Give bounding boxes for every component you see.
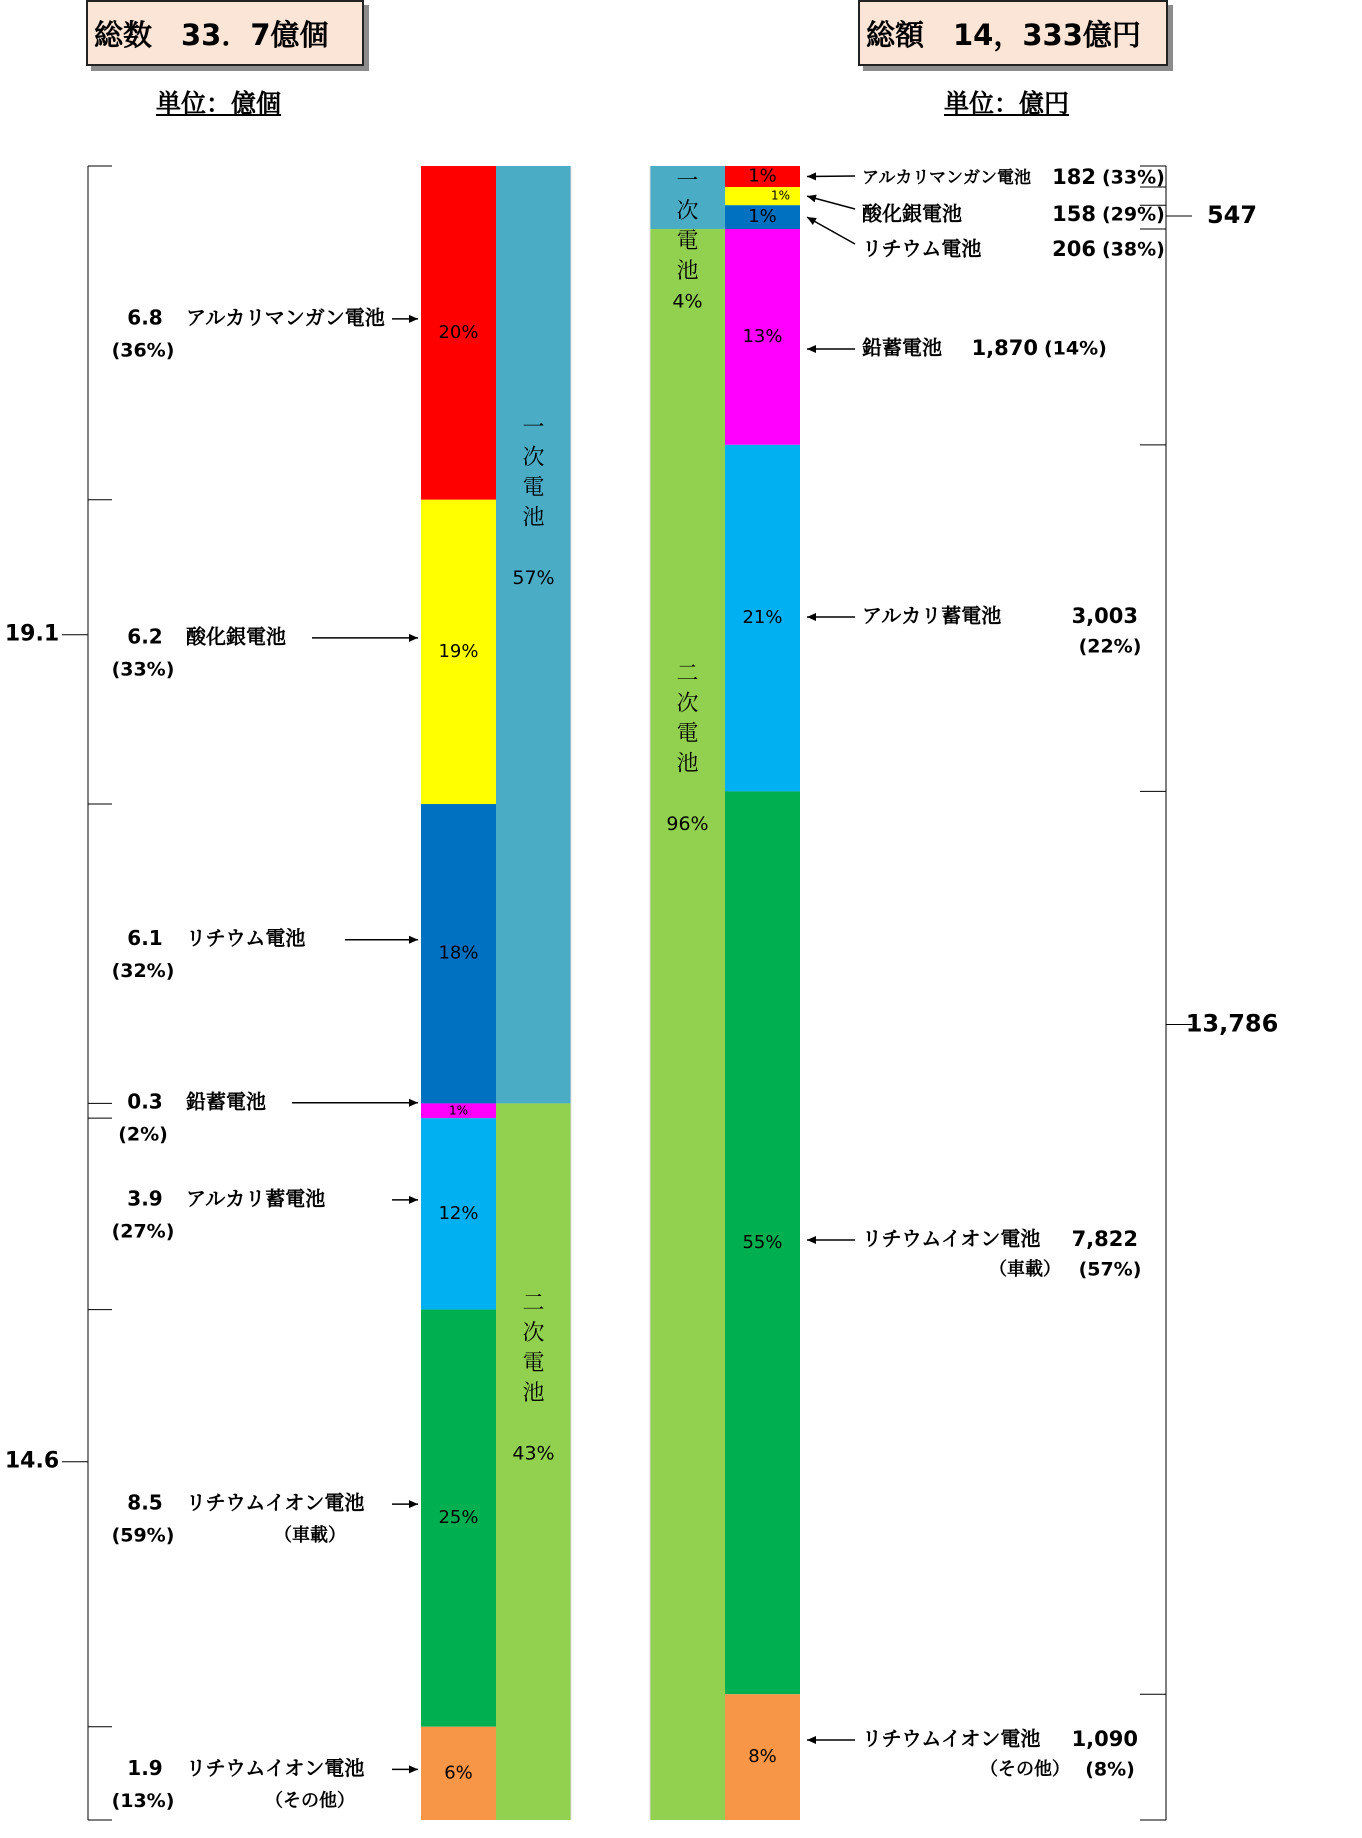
bar-pct-alkaline_storage: 21% — [742, 607, 783, 629]
group-label-char: 一 — [522, 415, 545, 441]
bar-pct-alkaline_storage: 12% — [438, 1202, 479, 1224]
left-value-lead: 0.3 — [127, 1089, 163, 1114]
right-arrow-lithium — [807, 217, 855, 244]
right-name-li_ion_other: リチウムイオン電池 — [862, 1726, 1041, 1751]
left-value-alkaline_storage: 3.9 — [127, 1186, 163, 1211]
bar-pct-silver_oxide: 1% — [770, 188, 791, 203]
right-value-li_ion_other: 1,090 — [1071, 1727, 1138, 1751]
group-label-char: 次 — [676, 691, 699, 717]
bar-pct-li_ion_vehicle: 25% — [438, 1507, 479, 1529]
right-sub-li_ion_vehicle: （車載） — [989, 1259, 1061, 1280]
bar-pct-li_ion_other: 6% — [444, 1762, 473, 1784]
bar-pct-silver_oxide: 19% — [438, 640, 479, 662]
group-label-char: 池 — [522, 1381, 545, 1407]
right-value-li_ion_vehicle: 7,822 — [1071, 1227, 1138, 1251]
bar-pct-alkaline_manganese: 1% — [748, 165, 777, 187]
group-share: 96% — [666, 812, 709, 835]
right-name-alkaline_manganese: アルカリマンガン電池 — [862, 168, 1031, 188]
right-value-lead: 1,870 — [971, 336, 1038, 360]
right-share-li_ion_other: (8%) — [1085, 1758, 1135, 1781]
left-sub-li_ion_other: （その他） — [265, 1790, 355, 1812]
right-name-lithium: リチウム電池 — [862, 236, 982, 261]
group-label-char: 池 — [522, 505, 545, 531]
left-name-alkaline_manganese: アルカリマンガン電池 — [186, 305, 385, 330]
right-share-lead: (14%) — [1044, 337, 1107, 360]
group-label-char: 池 — [676, 259, 699, 284]
group-label-char: 次 — [676, 199, 699, 224]
right-value-alkaline_manganese: 182 — [1052, 165, 1096, 189]
group-bar-1 — [650, 229, 725, 1820]
left-name-alkaline_storage: アルカリ蓄電池 — [186, 1186, 326, 1211]
group-label-char: 次 — [522, 445, 545, 471]
left-value-alkaline_manganese: 6.8 — [127, 305, 163, 330]
left-value-li_ion_other: 1.9 — [127, 1755, 163, 1780]
bar-pct-lithium: 1% — [748, 206, 777, 228]
left-name-lithium: リチウム電池 — [186, 926, 306, 951]
left-total-box: 総数 33．7億個 — [86, 0, 364, 66]
bar-pct-lead: 1% — [448, 1103, 469, 1118]
right-total-box: 総額 14，333億円 — [858, 0, 1168, 66]
left-share-silver_oxide: (33%) — [111, 658, 175, 681]
right-name-alkaline_storage: アルカリ蓄電池 — [862, 603, 1002, 628]
group-label-char: 池 — [676, 751, 699, 777]
left-share-lithium: (32%) — [111, 960, 175, 983]
group-label-char: 一 — [676, 169, 699, 194]
left-value-lithium: 6.1 — [127, 926, 163, 951]
right-name-silver_oxide: 酸化銀電池 — [862, 201, 962, 226]
group-share: 4% — [672, 290, 703, 313]
left-value-li_ion_vehicle: 8.5 — [127, 1490, 163, 1515]
right-name-li_ion_vehicle: リチウムイオン電池 — [862, 1226, 1041, 1251]
left-total-1: 14.6 — [4, 1448, 60, 1474]
left-share-alkaline_manganese: (36%) — [111, 339, 175, 362]
right-value-silver_oxide: 158 — [1052, 202, 1096, 226]
right-unit-label: 単位：億円 — [944, 89, 1070, 118]
right-value-lithium: 206 — [1052, 237, 1096, 261]
group-label-char: 電 — [522, 1351, 545, 1377]
bar-pct-alkaline_manganese: 20% — [438, 321, 479, 343]
right-share-alkaline_manganese: (33%) — [1102, 166, 1165, 189]
group-share: 57% — [512, 566, 555, 589]
group-label-char: 二 — [676, 661, 699, 687]
group-label-char: 次 — [522, 1321, 545, 1347]
left-name-silver_oxide: 酸化銀電池 — [186, 624, 286, 649]
left-unit-label: 単位：億個 — [156, 89, 282, 118]
right-share-silver_oxide: (29%) — [1102, 203, 1165, 226]
left-name-lead: 鉛蓄電池 — [186, 1089, 266, 1114]
left-total-0: 19.1 — [4, 621, 60, 647]
left-share-li_ion_vehicle: (59%) — [111, 1524, 175, 1547]
group-share: 43% — [512, 1442, 555, 1465]
right-arrow-alkaline_manganese — [807, 176, 855, 177]
bar-pct-lead: 13% — [742, 325, 783, 347]
left-name-li_ion_other: リチウムイオン電池 — [186, 1755, 365, 1780]
left-sub-li_ion_vehicle: （車載） — [274, 1525, 346, 1547]
right-total-0: 547 — [1206, 201, 1258, 229]
left-name-li_ion_vehicle: リチウムイオン電池 — [186, 1490, 365, 1515]
group-bar-0 — [496, 166, 571, 1103]
right-sub-li_ion_other: （その他） — [980, 1759, 1070, 1780]
right-name-lead: 鉛蓄電池 — [862, 335, 942, 360]
left-share-lead: (2%) — [118, 1123, 168, 1146]
group-label-char: 電 — [676, 721, 699, 747]
right-share-lithium: (38%) — [1102, 238, 1165, 261]
group-label-char: 電 — [676, 229, 699, 254]
bar-pct-li_ion_vehicle: 55% — [742, 1231, 783, 1253]
bar-pct-lithium: 18% — [438, 942, 479, 964]
right-value-alkaline_storage: 3,003 — [1071, 604, 1138, 628]
left-share-alkaline_storage: (27%) — [111, 1220, 175, 1243]
right-share-li_ion_vehicle: (57%) — [1078, 1258, 1142, 1281]
right-total-1: 13,786 — [1185, 1009, 1279, 1038]
left-share-li_ion_other: (13%) — [111, 1789, 175, 1812]
group-label-char: 電 — [522, 475, 545, 501]
right-share-alkaline_storage: (22%) — [1078, 635, 1142, 658]
left-value-silver_oxide: 6.2 — [127, 624, 163, 649]
bar-pct-li_ion_other: 8% — [748, 1746, 777, 1768]
right-arrow-silver_oxide — [807, 196, 855, 209]
group-label-char: 二 — [522, 1291, 545, 1317]
